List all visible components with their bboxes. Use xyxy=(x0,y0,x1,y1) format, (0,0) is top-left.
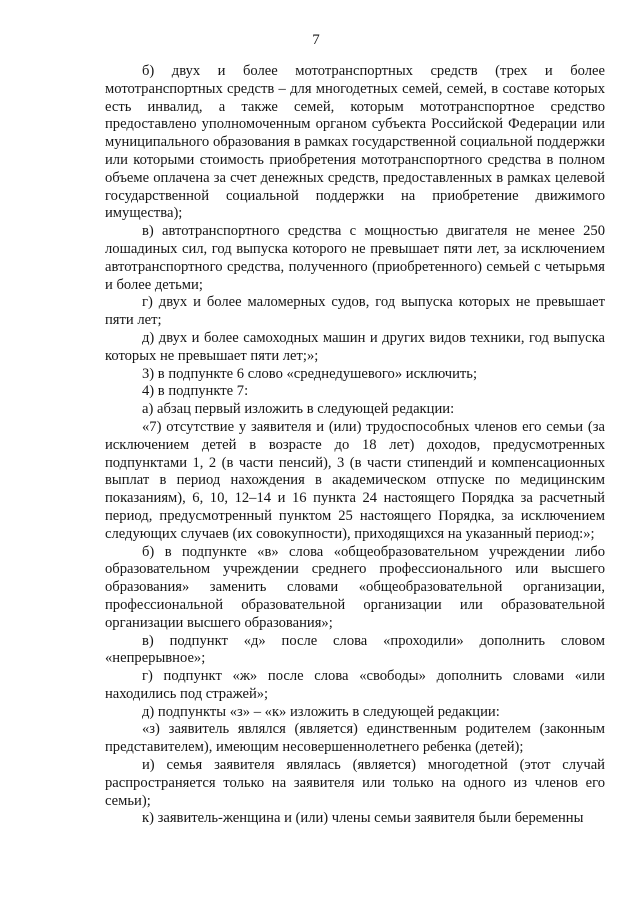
paragraph-v-automobile: в) автотранспортного средства с мощностью двигателя не менее 250 лошадиных сил, год выпуска которого не превышает пяти лет, за исключением автотранспортного средства, полученного (приобретенного) семьей с четырьмя и более детьми; xyxy=(105,223,605,293)
paragraph-i-large-family: и) семья заявителя являлась (является) многодетной (этот случай распространяется только на заявителя или только на одного из членов его семьи); xyxy=(105,757,605,809)
document-body xyxy=(105,63,605,828)
paragraph-g-small-vessels: г) двух и более маломерных судов, год выпуска которых не превышает пяти лет; xyxy=(105,294,605,329)
paragraph-item-3: 3) в подпункте 6 слово «среднедушевого» исключить; xyxy=(142,365,478,382)
paragraph-a-first-clause: а) абзац первый изложить в следующей редакции: xyxy=(142,401,455,418)
page-number: 7 xyxy=(312,32,320,48)
paragraph-b-motor-vehicles: б) двух и более мототранспортных средств (трех и более мототранспортных средств – для многодетных семей, семей, в составе которых есть инвалид, а также семей, которым мототранспортное средство предоставлено уполномоченным органом субъекта Российской Федерации или муниципального образования в рамках государственной социальной поддержки или которыми стоимость приобретения мототранспортного средства в полном объеме оплачена за счет денежных средств, предоставленных в рамках целевой государственной социальной поддержки на приобретение движимого имущества); xyxy=(105,63,605,222)
paragraph-quoted-z: «з) заявитель являлся (является) единственным родителем (законным представителем), имеющим несовершеннолетнего ребенка (детей); xyxy=(105,721,605,756)
paragraph-b-subitem-v: б) в подпункте «в» слова «общеобразовательном учреждении либо образовательном учреждении среднего профессионального или высшего образования» заменить словами «общеобразовательной организации, профессиональной образовательной организации или образовательной организации высшего образования»; xyxy=(105,543,605,631)
paragraph-quoted-7: «7) отсутствие у заявителя и (или) трудоспособных членов его семьи (за исключением детей в возрасте до 18 лет) доходов, предусмотренных подпунктами 1, 2 (в части пенсий), 3 (в части стипендий и компенсационных выплат в период нахождения в академическом отпуске по медицинским показаниям), 6, 10, 12–14 и 16 пункта 24 настоящего Порядка за расчетный период, предусмотренный пунктом 25 настоящего Порядка, за исключением следующих случаев (их совокупности), приходящихся на указанный период:»; xyxy=(105,418,605,542)
paragraph-g-subitem-zh: г) подпункт «ж» после слова «свободы» дополнить словами «или находились под стражей»; xyxy=(105,668,605,702)
paragraph-d-self-propelled-machines: д) двух и более самоходных машин и других видов техники, год выпуска которых не превышает пяти лет;»; xyxy=(105,329,605,364)
paragraph-k-pregnant: к) заявитель-женщина и (или) члены семьи заявителя были беременны xyxy=(142,810,584,827)
paragraph-d-subitems-z-k: д) подпункты «з» – «к» изложить в следующей редакции: xyxy=(142,703,500,720)
paragraph-v-subitem-d: в) подпункт «д» после слова «проходили» дополнить словом «непрерывное»; xyxy=(105,632,605,667)
paragraph-item-4: 4) в подпункте 7: xyxy=(142,383,249,400)
